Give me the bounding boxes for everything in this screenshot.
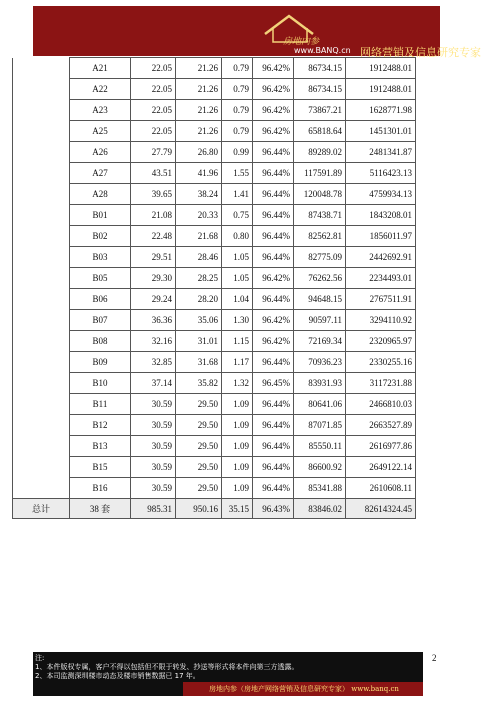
table-cell: 1.09 <box>222 394 253 415</box>
table-cell: 0.80 <box>222 226 253 247</box>
table-cell: 96.44% <box>253 205 294 226</box>
sales-table <box>12 57 416 519</box>
unit-cell: B01 <box>70 205 131 226</box>
table-row <box>13 394 416 415</box>
table-row <box>13 226 416 247</box>
table-cell: 96.44% <box>253 394 294 415</box>
table-cell: 1912488.01 <box>346 58 416 79</box>
unit-cell: B07 <box>70 310 131 331</box>
table-cell: 21.26 <box>176 58 222 79</box>
table-cell: 1.09 <box>222 457 253 478</box>
unit-cell: B12 <box>70 415 131 436</box>
project-cell <box>13 268 70 289</box>
table-cell: 31.68 <box>176 352 222 373</box>
total-cell: 83846.02 <box>294 499 346 519</box>
table-row <box>13 79 416 100</box>
table-cell: 73867.21 <box>294 100 346 121</box>
table-cell: 2767511.91 <box>346 289 416 310</box>
total-cell: 985.31 <box>131 499 176 519</box>
footer <box>33 652 423 696</box>
table-cell: 3117231.88 <box>346 373 416 394</box>
table-cell: 22.48 <box>131 226 176 247</box>
table-cell: 30.59 <box>131 394 176 415</box>
table-cell: 1.41 <box>222 184 253 205</box>
project-cell <box>13 163 70 184</box>
table-cell: 1.05 <box>222 268 253 289</box>
table-cell: 28.25 <box>176 268 222 289</box>
table-cell: 2330255.16 <box>346 352 416 373</box>
project-cell <box>13 436 70 457</box>
table-cell: 29.50 <box>176 415 222 436</box>
project-cell <box>13 394 70 415</box>
table-cell: 96.42% <box>253 100 294 121</box>
table-cell: 30.59 <box>131 436 176 457</box>
project-cell <box>13 58 70 79</box>
table-cell: 94648.15 <box>294 289 346 310</box>
table-cell: 96.44% <box>253 226 294 247</box>
table-cell: 0.79 <box>222 58 253 79</box>
table-row <box>13 268 416 289</box>
table-cell: 0.79 <box>222 79 253 100</box>
table-cell: 28.20 <box>176 289 222 310</box>
table-cell: 96.44% <box>253 415 294 436</box>
table-cell: 2320965.97 <box>346 331 416 352</box>
table-cell: 86734.15 <box>294 58 346 79</box>
table-cell: 29.50 <box>176 394 222 415</box>
unit-cell: B06 <box>70 289 131 310</box>
unit-cell: B08 <box>70 331 131 352</box>
project-cell <box>13 184 70 205</box>
table-cell: 120048.78 <box>294 184 346 205</box>
table-cell: 35.06 <box>176 310 222 331</box>
table-cell: 2649122.14 <box>346 457 416 478</box>
table-cell: 96.45% <box>253 373 294 394</box>
table-cell: 96.42% <box>253 331 294 352</box>
table-cell: 5116423.13 <box>346 163 416 184</box>
unit-cell: A26 <box>70 142 131 163</box>
footer-brand-bar <box>183 682 423 696</box>
table-cell: 31.01 <box>176 331 222 352</box>
unit-cell: A23 <box>70 100 131 121</box>
unit-cell: A27 <box>70 163 131 184</box>
table-row <box>13 100 416 121</box>
table-cell: 72169.34 <box>294 331 346 352</box>
table-cell: 29.30 <box>131 268 176 289</box>
table-cell: 1.09 <box>222 436 253 457</box>
table-cell: 30.59 <box>131 457 176 478</box>
project-cell <box>13 478 70 499</box>
table-cell: 2466810.03 <box>346 394 416 415</box>
table-cell: 96.44% <box>253 184 294 205</box>
table-cell: 27.79 <box>131 142 176 163</box>
table-cell: 22.05 <box>131 121 176 142</box>
table-cell: 1.09 <box>222 478 253 499</box>
unit-cell: B05 <box>70 268 131 289</box>
table-cell: 96.44% <box>253 289 294 310</box>
table-cell: 0.75 <box>222 205 253 226</box>
table-cell: 37.14 <box>131 373 176 394</box>
table-cell: 29.51 <box>131 247 176 268</box>
table-cell: 41.96 <box>176 163 222 184</box>
table-cell: 22.05 <box>131 58 176 79</box>
project-cell <box>13 79 70 100</box>
table-row <box>13 331 416 352</box>
table-cell: 38.24 <box>176 184 222 205</box>
table-cell: 1.05 <box>222 247 253 268</box>
unit-cell: B09 <box>70 352 131 373</box>
table-row <box>13 310 416 331</box>
total-cell: 950.16 <box>176 499 222 519</box>
table-cell: 35.82 <box>176 373 222 394</box>
total-cell: 38 套 <box>70 499 131 519</box>
table-cell: 1843208.01 <box>346 205 416 226</box>
note-line-2: 2、本司监测深圳楼市动态及楼市销售数据已 17 年。 <box>35 672 200 680</box>
table-row <box>13 289 416 310</box>
table-row <box>13 436 416 457</box>
total-cell: 96.43% <box>253 499 294 519</box>
project-cell <box>13 289 70 310</box>
table-row <box>13 58 416 79</box>
table-cell: 2663527.89 <box>346 415 416 436</box>
note-line-1: 1、本件版权专属，客户不得以包括但不限于转发、抄送等形式将本件向第三方透露。 <box>35 663 299 671</box>
table-row <box>13 457 416 478</box>
table-cell: 4759934.13 <box>346 184 416 205</box>
table-cell: 1.15 <box>222 331 253 352</box>
table-cell: 76262.56 <box>294 268 346 289</box>
table-cell: 82562.81 <box>294 226 346 247</box>
table-row <box>13 163 416 184</box>
table-cell: 83931.93 <box>294 373 346 394</box>
table-row <box>13 352 416 373</box>
total-cell: 总计 <box>13 499 70 519</box>
unit-cell: A22 <box>70 79 131 100</box>
table-row <box>13 142 416 163</box>
table-cell: 1912488.01 <box>346 79 416 100</box>
table-row <box>13 247 416 268</box>
table-cell: 1628771.98 <box>346 100 416 121</box>
table-cell: 29.50 <box>176 478 222 499</box>
footer-brand: 房地内参（房地产网络营销及信息研究专家） www.banq.cn <box>209 685 399 693</box>
table-cell: 96.42% <box>253 268 294 289</box>
project-cell <box>13 247 70 268</box>
table-cell: 1.09 <box>222 415 253 436</box>
table-cell: 2610608.11 <box>346 478 416 499</box>
table-cell: 96.44% <box>253 142 294 163</box>
table-cell: 86600.92 <box>294 457 346 478</box>
table-cell: 36.36 <box>131 310 176 331</box>
table-cell: 0.99 <box>222 142 253 163</box>
table-cell: 1.17 <box>222 352 253 373</box>
table-cell: 1.04 <box>222 289 253 310</box>
project-cell <box>13 142 70 163</box>
table-cell: 21.26 <box>176 100 222 121</box>
table-cell: 2234493.01 <box>346 268 416 289</box>
table-cell: 82775.09 <box>294 247 346 268</box>
table-cell: 30.59 <box>131 478 176 499</box>
unit-cell: B16 <box>70 478 131 499</box>
total-cell: 82614324.45 <box>346 499 416 519</box>
table-cell: 65818.64 <box>294 121 346 142</box>
table-cell: 1856011.97 <box>346 226 416 247</box>
table-cell: 32.85 <box>131 352 176 373</box>
table-cell: 1.30 <box>222 310 253 331</box>
table-cell: 96.42% <box>253 310 294 331</box>
project-cell <box>13 205 70 226</box>
table-cell: 29.24 <box>131 289 176 310</box>
table-cell: 30.59 <box>131 415 176 436</box>
table-row <box>13 478 416 499</box>
table-cell: 2442692.91 <box>346 247 416 268</box>
table-cell: 96.44% <box>253 478 294 499</box>
note-label: 注: <box>35 654 45 662</box>
table-row <box>13 373 416 394</box>
footer-note <box>35 654 298 681</box>
table-cell: 1.55 <box>222 163 253 184</box>
unit-cell: B03 <box>70 247 131 268</box>
unit-cell: A28 <box>70 184 131 205</box>
project-cell <box>13 226 70 247</box>
unit-cell: B11 <box>70 394 131 415</box>
unit-cell: B13 <box>70 436 131 457</box>
table-cell: 1.32 <box>222 373 253 394</box>
table-cell: 85341.88 <box>294 478 346 499</box>
project-cell <box>13 310 70 331</box>
header-title: 网络营销及信息研究专家 <box>360 46 481 59</box>
project-cell <box>13 100 70 121</box>
table-cell: 39.65 <box>131 184 176 205</box>
table-cell: 96.42% <box>253 58 294 79</box>
unit-cell: B15 <box>70 457 131 478</box>
table-cell: 21.68 <box>176 226 222 247</box>
table-cell: 0.79 <box>222 121 253 142</box>
table-row <box>13 415 416 436</box>
table-cell: 21.08 <box>131 205 176 226</box>
unit-cell: A21 <box>70 58 131 79</box>
logo-site: www.BANQ.cn <box>294 46 351 55</box>
table-cell: 96.44% <box>253 163 294 184</box>
table-cell: 0.79 <box>222 100 253 121</box>
project-cell <box>13 457 70 478</box>
project-cell <box>13 415 70 436</box>
project-cell <box>13 373 70 394</box>
table-cell: 70936.23 <box>294 352 346 373</box>
table-cell: 87071.85 <box>294 415 346 436</box>
table-cell: 20.33 <box>176 205 222 226</box>
table-cell: 89289.02 <box>294 142 346 163</box>
project-cell <box>13 121 70 142</box>
table-cell: 90597.11 <box>294 310 346 331</box>
table-cell: 96.42% <box>253 121 294 142</box>
table-cell: 28.46 <box>176 247 222 268</box>
unit-cell: A25 <box>70 121 131 142</box>
total-cell: 35.15 <box>222 499 253 519</box>
table-cell: 29.50 <box>176 436 222 457</box>
header-banner <box>33 6 481 59</box>
unit-cell: B10 <box>70 373 131 394</box>
table-row <box>13 121 416 142</box>
total-row <box>13 499 416 519</box>
table-row <box>13 184 416 205</box>
table-cell: 2616977.86 <box>346 436 416 457</box>
logo-text: 房地内参 <box>283 37 320 47</box>
table-cell: 1451301.01 <box>346 121 416 142</box>
project-cell <box>13 352 70 373</box>
table-cell: 96.42% <box>253 79 294 100</box>
table-cell: 80641.06 <box>294 394 346 415</box>
table-cell: 43.51 <box>131 163 176 184</box>
table-cell: 96.44% <box>253 436 294 457</box>
table-cell: 26.80 <box>176 142 222 163</box>
table-row <box>13 205 416 226</box>
page-number: 2 <box>432 653 437 663</box>
table-cell: 29.50 <box>176 457 222 478</box>
table-cell: 96.44% <box>253 457 294 478</box>
table-cell: 21.26 <box>176 121 222 142</box>
table-cell: 22.05 <box>131 79 176 100</box>
table-cell: 21.26 <box>176 79 222 100</box>
table-cell: 86734.15 <box>294 79 346 100</box>
table-cell: 2481341.87 <box>346 142 416 163</box>
table-cell: 87438.71 <box>294 205 346 226</box>
table-cell: 117591.89 <box>294 163 346 184</box>
table-cell: 22.05 <box>131 100 176 121</box>
unit-cell: B02 <box>70 226 131 247</box>
project-cell <box>13 331 70 352</box>
table-cell: 85550.11 <box>294 436 346 457</box>
table-cell: 32.16 <box>131 331 176 352</box>
table-cell: 96.44% <box>253 247 294 268</box>
table-cell: 3294110.92 <box>346 310 416 331</box>
table-cell: 96.44% <box>253 352 294 373</box>
